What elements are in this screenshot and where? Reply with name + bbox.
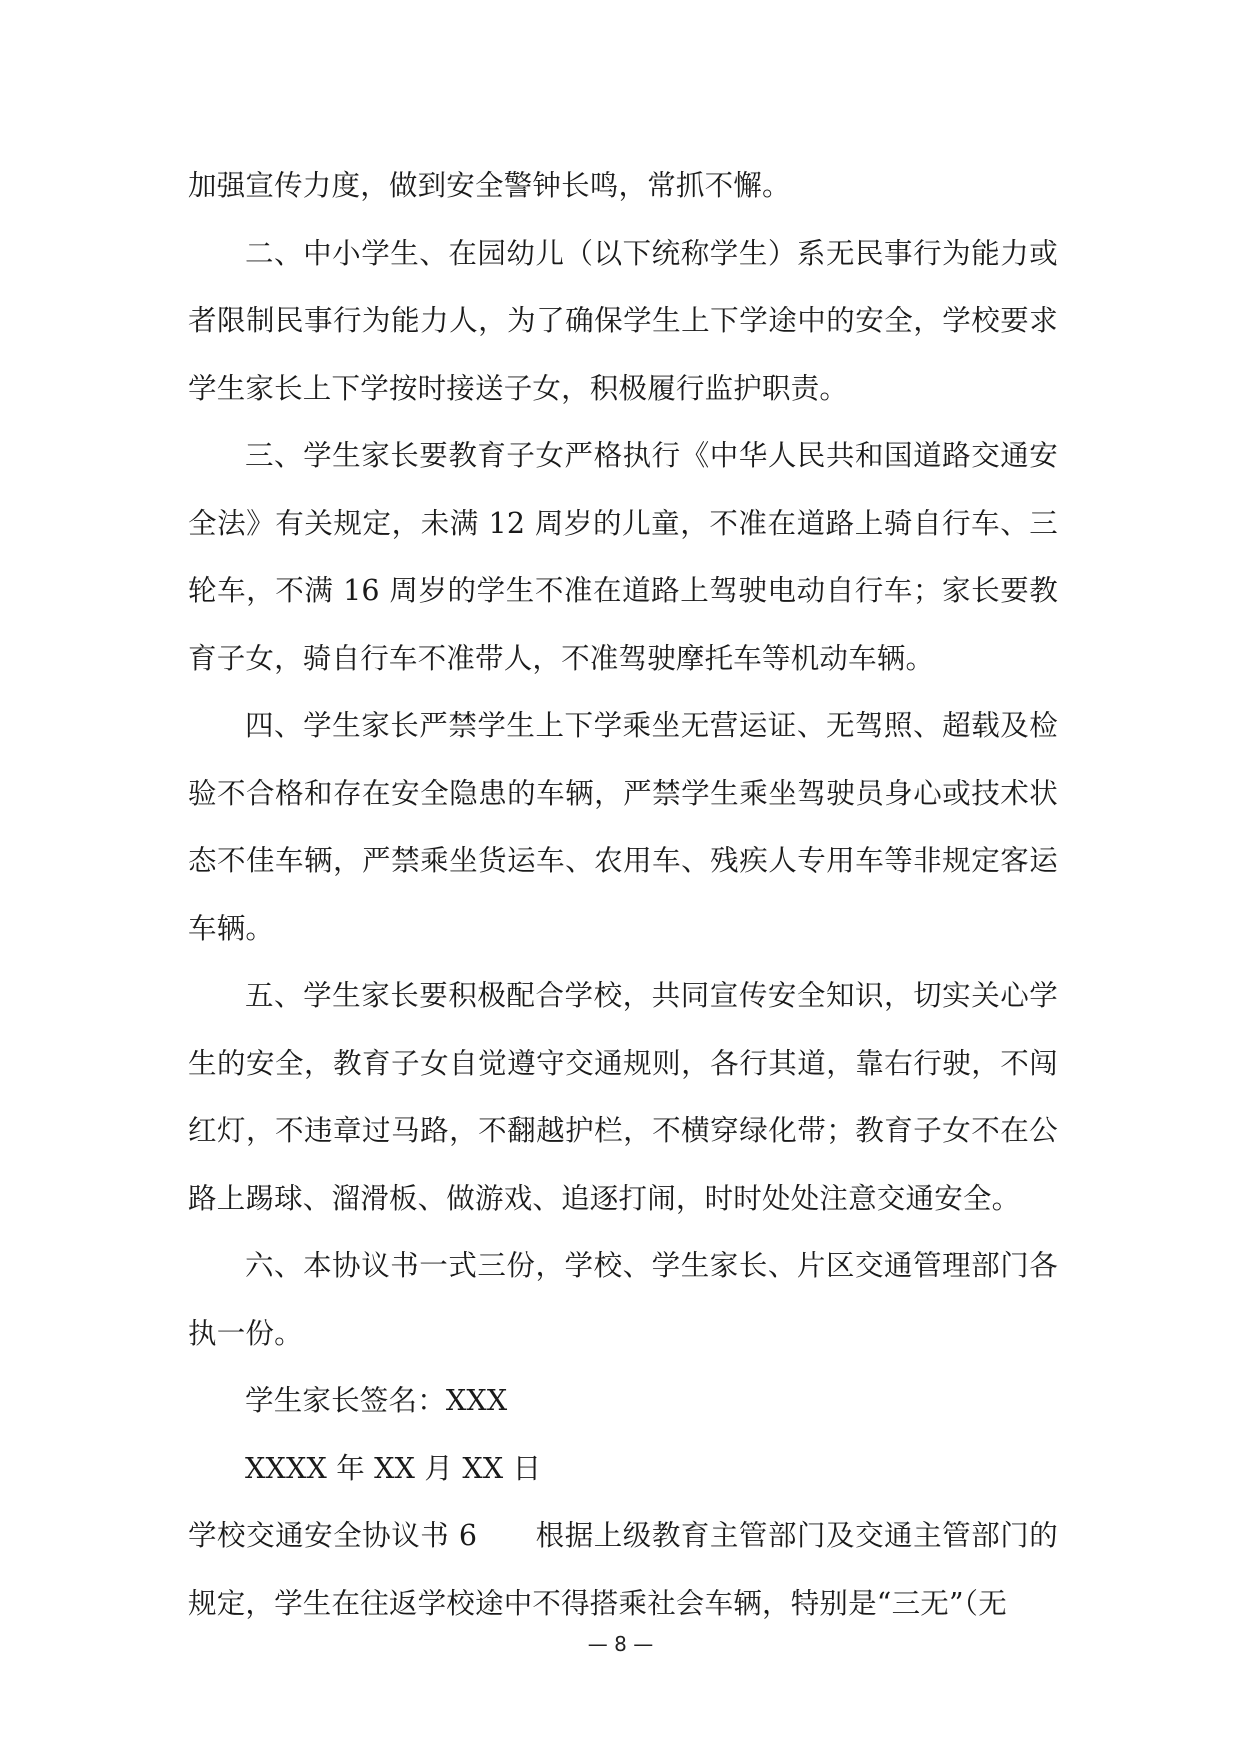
date-line: XXXX 年 XX 月 XX 日 xyxy=(245,1451,542,1485)
paragraph-clause-2: 二、中小学生、在园幼儿（以下统称学生）系无民事行为能力或者限制民事行为能力人，为了确保学生上下学途中的安全，学校要求学生家长上下学按时接送子女，积极履行监护职责。 xyxy=(188,236,1058,405)
document-body xyxy=(188,152,1058,1637)
paragraph-next-agreement: 学校交通安全协议书 6 根据上级教育主管部门及交通主管部门的规定，学生在往返学校途中不得搭乘社会车辆，特别是“三无”（无 xyxy=(188,1519,1058,1620)
paragraph-clause-4: 四、学生家长严禁学生上下学乘坐无营运证、无驾照、超载及检验不合格和存在安全隐患的车辆，严禁学生乘坐驾驶员身心或技术状态不佳车辆，严禁乘坐货运车、农用车、残疾人专用车等非规定客运车辆。 xyxy=(188,709,1058,945)
parent-signature-line: 学生家长签名：XXX xyxy=(245,1384,508,1417)
paragraph-clause-3: 三、学生家长要教育子女严格执行《中华人民共和国道路交通安全法》有关规定，未满 12 周岁的儿童，不准在道路上骑自行车、三轮车，不满 16 周岁的学生不准在道路上驾驶电动自行车；家长要教育子女，骑自行车不准带人，不准驾驶摩托车等机动车辆。 xyxy=(188,439,1058,675)
paragraph-clause-5: 五、学生家长要积极配合学校，共同宣传安全知识，切实关心学生的安全，教育子女自觉遵守交通规则，各行其道，靠右行驶，不闯红灯，不违章过马路，不翻越护栏，不横穿绿化带；教育子女不在公路上踢球、溜滑板、做游戏、追逐打闹，时时处处注意交通安全。 xyxy=(188,979,1058,1215)
paragraph-continuation: 加强宣传力度，做到安全警钟长鸣，常抓不懈。 xyxy=(188,169,791,202)
page-number: — 8 — xyxy=(587,1632,654,1656)
paragraph-clause-6: 六、本协议书一式三份，学校、学生家长、片区交通管理部门各执一份。 xyxy=(188,1249,1058,1350)
